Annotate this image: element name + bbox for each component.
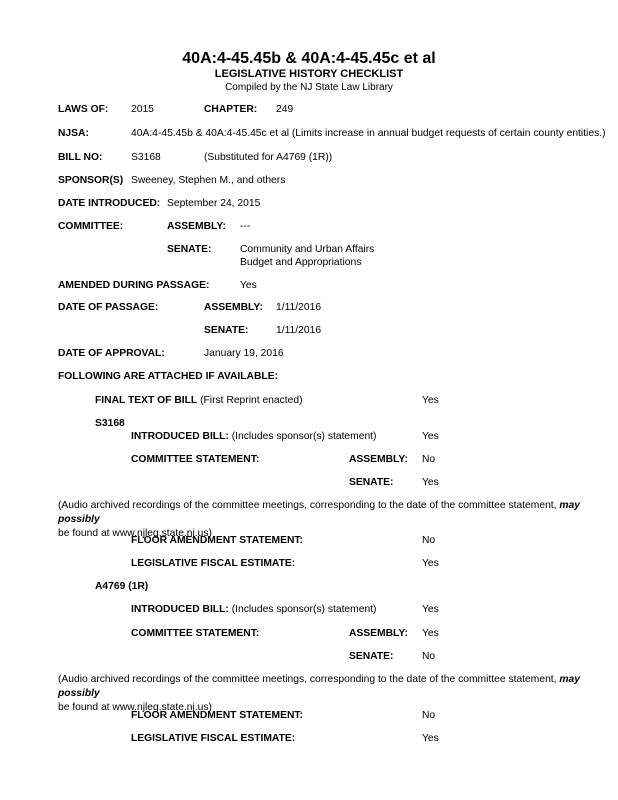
a4769-floor-value: No	[422, 710, 436, 721]
a4769-floor-label: FLOOR AMENDMENT STATEMENT:	[131, 710, 303, 721]
s3168-committee-statement-label: COMMITTEE STATEMENT:	[131, 454, 260, 465]
committee-senate-value-1: Community and Urban Affairs	[240, 244, 375, 255]
date-of-approval-label: DATE OF APPROVAL:	[58, 348, 165, 359]
a4769-committee-statement-label: COMMITTEE STATEMENT:	[131, 628, 260, 639]
sponsors-label: SPONSOR(S)	[58, 175, 124, 186]
s3168-audio-post: be found at www.njleg.state.nj.us)	[58, 528, 212, 539]
sponsors-value: Sweeney, Stephen M., and others	[131, 175, 286, 186]
a4769-assembly-value: Yes	[422, 628, 439, 639]
compiled-by: Compiled by the NJ State Law Library	[225, 82, 393, 93]
page-subtitle: LEGISLATIVE HISTORY CHECKLIST	[214, 68, 404, 80]
final-text-label: FINAL TEXT OF BILL	[95, 395, 198, 406]
s3168-fiscal-value: Yes	[422, 558, 439, 569]
s3168-heading: S3168	[95, 418, 125, 429]
attached-header: FOLLOWING ARE ATTACHED IF AVAILABLE:	[58, 371, 279, 382]
a4769-audio-emphasis: may possibly	[58, 674, 580, 699]
s3168-senate-label: SENATE:	[349, 477, 394, 488]
final-text-row	[95, 395, 303, 406]
date-of-approval-value: January 19, 2016	[204, 348, 284, 359]
committee-assembly-value: ---	[240, 221, 251, 232]
s3168-floor-value: No	[422, 535, 436, 546]
laws-of-value: 2015	[131, 104, 154, 115]
passage-assembly-value: 1/11/2016	[276, 302, 322, 313]
s3168-introduced-row	[131, 431, 376, 442]
a4769-introduced-label: INTRODUCED BILL:	[131, 604, 229, 615]
a4769-fiscal-value: Yes	[422, 733, 439, 744]
bill-no-value: S3168	[131, 152, 161, 163]
final-text-note: (First Reprint enacted)	[200, 395, 303, 406]
a4769-audio-pre: (Audio archived recordings of the committee meetings, corresponding to the date of the committee statement,	[58, 674, 557, 685]
njsa-value: 40A:4-45.45b & 40A:4-45.45c et al (Limits increase in annual budget requests of certain county entities.)	[131, 128, 606, 139]
committee-senate-value-2: Budget and Appropriations	[240, 257, 362, 268]
s3168-audio-emphasis: may possibly	[58, 500, 580, 525]
a4769-fiscal-label: LEGISLATIVE FISCAL ESTIMATE:	[131, 733, 296, 744]
s3168-assembly-label: ASSEMBLY:	[349, 454, 408, 465]
date-introduced-label: DATE INTRODUCED:	[58, 198, 161, 209]
amended-value: Yes	[240, 280, 257, 291]
passage-assembly-label: ASSEMBLY:	[204, 302, 263, 313]
s3168-senate-value: Yes	[422, 477, 439, 488]
a4769-heading: A4769 (1R)	[95, 581, 149, 592]
a4769-introduced-row	[131, 604, 376, 615]
a4769-introduced-note: (Includes sponsor(s) statement)	[231, 604, 377, 615]
njsa-label: NJSA:	[58, 128, 89, 139]
s3168-floor-label: FLOOR AMENDMENT STATEMENT:	[131, 535, 303, 546]
a4769-senate-value: No	[422, 651, 436, 662]
s3168-audio-pre: (Audio archived recordings of the committee meetings, corresponding to the date of the committee statement,	[58, 500, 557, 511]
bill-no-note: (Substituted for A4769 (1R))	[204, 152, 333, 163]
a4769-audio-post: be found at www.njleg.state.nj.us)	[58, 702, 212, 713]
committee-senate-label: SENATE:	[167, 244, 212, 255]
a4769-audio-note	[58, 673, 603, 715]
s3168-introduced-note: (Includes sponsor(s) statement)	[231, 431, 377, 442]
passage-senate-label: SENATE:	[204, 325, 249, 336]
a4769-senate-label: SENATE:	[349, 651, 394, 662]
amended-label: AMENDED DURING PASSAGE:	[58, 280, 210, 291]
date-introduced-value: September 24, 2015	[167, 198, 261, 209]
s3168-introduced-value: Yes	[422, 431, 439, 442]
date-of-passage-label: DATE OF PASSAGE:	[58, 302, 159, 313]
s3168-assembly-value: No	[422, 454, 436, 465]
a4769-introduced-value: Yes	[422, 604, 439, 615]
passage-senate-value: 1/11/2016	[276, 325, 322, 336]
committee-label: COMMITTEE:	[58, 221, 124, 232]
chapter-value: 249	[276, 104, 294, 115]
page-title: 40A:4-45.45b & 40A:4-45.45c et al	[182, 50, 436, 67]
laws-of-label: LAWS OF:	[58, 104, 109, 115]
s3168-introduced-label: INTRODUCED BILL:	[131, 431, 229, 442]
a4769-assembly-label: ASSEMBLY:	[349, 628, 408, 639]
committee-assembly-label: ASSEMBLY:	[167, 221, 226, 232]
final-text-value: Yes	[422, 395, 439, 406]
bill-no-label: BILL NO:	[58, 152, 103, 163]
s3168-fiscal-label: LEGISLATIVE FISCAL ESTIMATE:	[131, 558, 296, 569]
chapter-label: CHAPTER:	[204, 104, 258, 115]
